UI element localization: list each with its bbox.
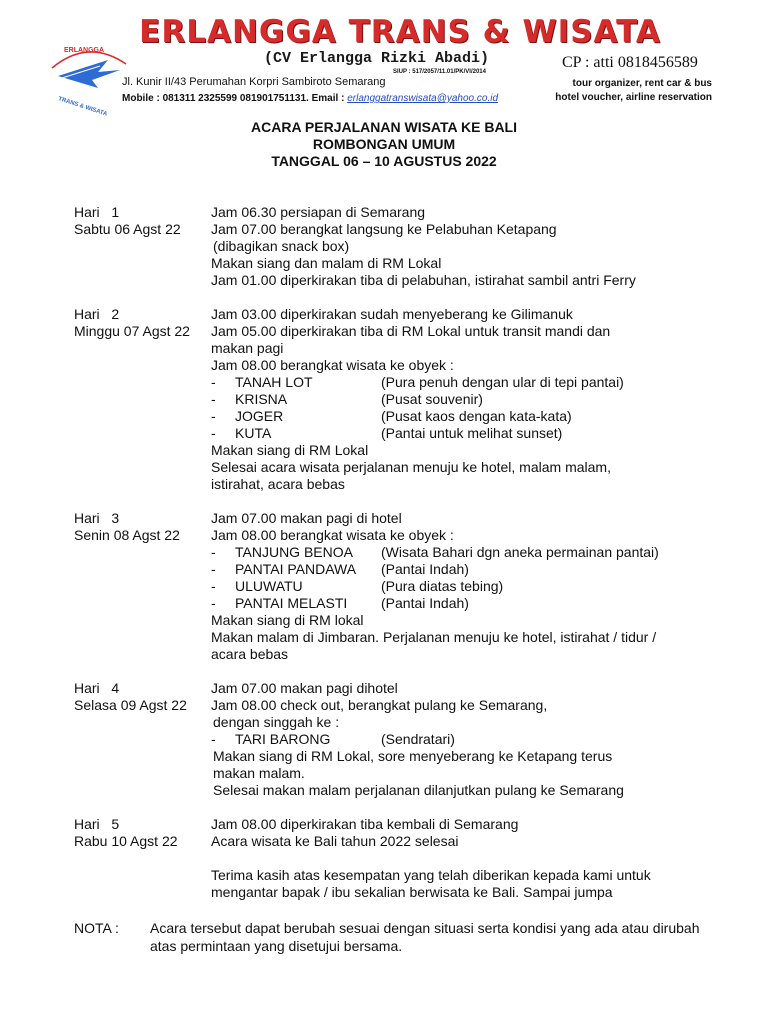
document-title: [0, 119, 768, 170]
mobile-label: Mobile :: [122, 93, 160, 104]
destination-desc: (Pura penuh dengan ular di tepi pantai): [381, 374, 624, 390]
day-number: Hari 5: [74, 816, 120, 832]
title-line: ACARA PERJALANAN WISATA KE BALI: [251, 119, 517, 135]
schedule-line: Jam 08.00 berangkat wisata ke obyek :: [211, 357, 454, 373]
schedule-line: Jam 07.00 makan pagi di hotel: [211, 510, 402, 526]
day-date: Senin 08 Agst 22: [74, 527, 180, 543]
day-date: Minggu 07 Agst 22: [74, 323, 190, 339]
schedule-line: istirahat, acara bebas: [211, 476, 345, 492]
schedule-line: Makan malam di Jimbaran. Perjalanan menuju ke hotel, istirahat / tidur /: [211, 629, 657, 645]
destination-desc: (Pantai untuk melihat sunset): [381, 425, 563, 441]
closing-line: Terima kasih atas kesempatan yang telah diberikan kepada kami untuk: [211, 867, 651, 883]
schedule-line: Jam 03.00 diperkirakan sudah menyeberang ke Gilimanuk: [211, 306, 573, 322]
day-number: Hari 2: [74, 306, 120, 322]
destination-name: PANTAI MELASTI: [235, 595, 348, 611]
schedule-line: Jam 08.00 berangkat wisata ke obyek :: [211, 527, 454, 543]
destination-desc: (Sendratari): [381, 731, 455, 747]
day-label: [74, 306, 211, 493]
destination-name: JOGER: [235, 408, 284, 424]
day-date: Selasa 09 Agst 22: [74, 697, 187, 713]
day-date: Sabtu 06 Agst 22: [74, 221, 181, 237]
schedule-line: Selesai acara wisata perjalanan menuju ke hotel, malam malam,: [211, 459, 611, 475]
destination-name: TARI BARONG: [235, 731, 331, 747]
schedule-line: acara bebas: [211, 646, 289, 662]
schedule-line: Selesai makan malam perjalanan dilanjutkan pulang ke Semarang: [213, 782, 624, 798]
destination-item: - PANTAI MELASTI (Pantai Indah): [211, 595, 469, 611]
day-number: Hari 1: [74, 204, 120, 220]
schedule-line: makan malam.: [213, 765, 305, 781]
schedule-line: Jam 08.00 diperkirakan tiba kembali di Semarang: [211, 816, 519, 832]
day-label: [74, 816, 211, 901]
destination-desc: (Pura diatas tebing): [381, 578, 504, 594]
company-contact: [122, 93, 498, 104]
services-list: [550, 77, 712, 105]
destination-item: - KRISNA (Pusat souvenir): [211, 391, 483, 407]
day-label: [74, 680, 211, 799]
day-5: [74, 816, 724, 901]
destination-name: TANJUNG BENOA: [235, 544, 353, 560]
schedule-line: (dibagikan snack box): [213, 238, 350, 254]
brand-subtitle: (CV Erlangga Rizki Abadi): [264, 50, 490, 67]
brand-title: ERLANGGA TRANS & WISATA: [139, 14, 661, 50]
email-label: Email :: [311, 93, 345, 104]
day-2: [74, 306, 724, 493]
schedule-line: Makan siang dan malam di RM Lokal: [211, 255, 442, 271]
day-4: [74, 680, 724, 799]
destination-name: KRISNA: [235, 391, 288, 407]
destination-desc: (Pantai Indah): [381, 595, 469, 611]
company-address: Jl. Kunir II/43 Perumahan Korpri Sambiroto Semarang: [122, 76, 386, 88]
logo-text-bottom: TRANS & WISATA: [57, 96, 108, 118]
day-schedule: [211, 816, 724, 901]
logo-text-top: ERLANGGA: [64, 47, 105, 54]
siup-number: SIUP : 517/2057/11.01/PK/VI/2014: [393, 69, 486, 75]
schedule-line: Jam 08.00 check out, berangkat pulang ke Semarang,: [211, 697, 548, 713]
destination-item: - ULUWATU (Pura diatas tebing): [211, 578, 504, 594]
day-schedule: [211, 510, 724, 663]
destination-item: - TANJUNG BENOA (Wisata Bahari dgn aneka permainan pantai): [211, 544, 659, 560]
destination-desc: (Pusat souvenir): [381, 391, 483, 407]
schedule-line: makan pagi: [211, 340, 284, 356]
schedule-line: Jam 05.00 diperkirakan tiba di RM Lokal untuk transit mandi dan: [211, 323, 611, 339]
mobile-numbers: 081311 2325599 081901751131.: [162, 93, 309, 104]
day-1: [74, 204, 724, 289]
destination-name: ULUWATU: [235, 578, 303, 594]
contact-person: CP : atti 0818456589: [562, 54, 698, 71]
day-number: Hari 4: [74, 680, 120, 696]
schedule-line: Makan siang di RM Lokal, sore menyeberang ke Ketapang terus: [213, 748, 613, 764]
day-label: [74, 510, 211, 663]
destination-desc: (Pusat kaos dengan kata-kata): [381, 408, 572, 424]
destination-item: - KUTA (Pantai untuk melihat sunset): [211, 425, 563, 441]
schedule-line: Jam 01.00 diperkirakan tiba di pelabuhan, istirahat sambil antri Ferry: [211, 272, 636, 288]
email-link[interactable]: erlanggatranswisata@yahoo.co.id: [347, 93, 498, 104]
day-number: Hari 3: [74, 510, 120, 526]
nota-text: Acara tersebut dapat berubah sesuai dengan situasi serta kondisi yang ada atau dirubah atas permintaan yang disetujui bersama.: [150, 920, 700, 954]
nota-section: [74, 919, 724, 955]
nota-label: NOTA :: [74, 920, 119, 936]
erlangga-logo-icon: [48, 30, 130, 118]
destination-item: - TANAH LOT (Pura penuh dengan ular di tepi pantai): [211, 374, 624, 390]
day-label: [74, 204, 211, 289]
destination-desc: (Pantai Indah): [381, 561, 469, 577]
closing-line: mengantar bapak / ibu sekalian berwisata ke Bali. Sampai jumpa: [211, 884, 613, 900]
destination-item: - JOGER (Pusat kaos dengan kata-kata): [211, 408, 572, 424]
itinerary: [74, 204, 724, 918]
schedule-line: Makan siang di RM lokal: [211, 612, 364, 628]
title-line: ROMBONGAN UMUM: [312, 136, 456, 152]
schedule-line: Makan siang di RM Lokal: [211, 442, 369, 458]
schedule-line: Jam 07.00 berangkat langsung ke Pelabuhan Ketapang: [211, 221, 557, 237]
schedule-line: dengan singgah ke :: [213, 714, 340, 730]
schedule-line: Jam 07.00 makan pagi dihotel: [211, 680, 398, 696]
day-schedule: [211, 306, 724, 493]
schedule-line: Acara wisata ke Bali tahun 2022 selesai: [211, 833, 459, 849]
destination-name: PANTAI PANDAWA: [235, 561, 357, 577]
day-schedule: [211, 204, 724, 289]
day-3: [74, 510, 724, 663]
service-line: hotel voucher, airline reservation: [555, 92, 712, 103]
destination-name: TANAH LOT: [235, 374, 313, 390]
title-line: TANGGAL 06 – 10 AGUSTUS 2022: [271, 153, 497, 169]
service-line: tour organizer, rent car & bus: [572, 78, 712, 89]
destination-item: - TARI BARONG (Sendratari): [211, 731, 455, 747]
schedule-line: Jam 06.30 persiapan di Semarang: [211, 204, 426, 220]
destination-desc: (Wisata Bahari dgn aneka permainan pantai): [381, 544, 659, 560]
day-date: Rabu 10 Agst 22: [74, 833, 178, 849]
day-schedule: [211, 680, 724, 799]
destination-name: KUTA: [235, 425, 272, 441]
destination-item: - PANTAI PANDAWA (Pantai Indah): [211, 561, 469, 577]
